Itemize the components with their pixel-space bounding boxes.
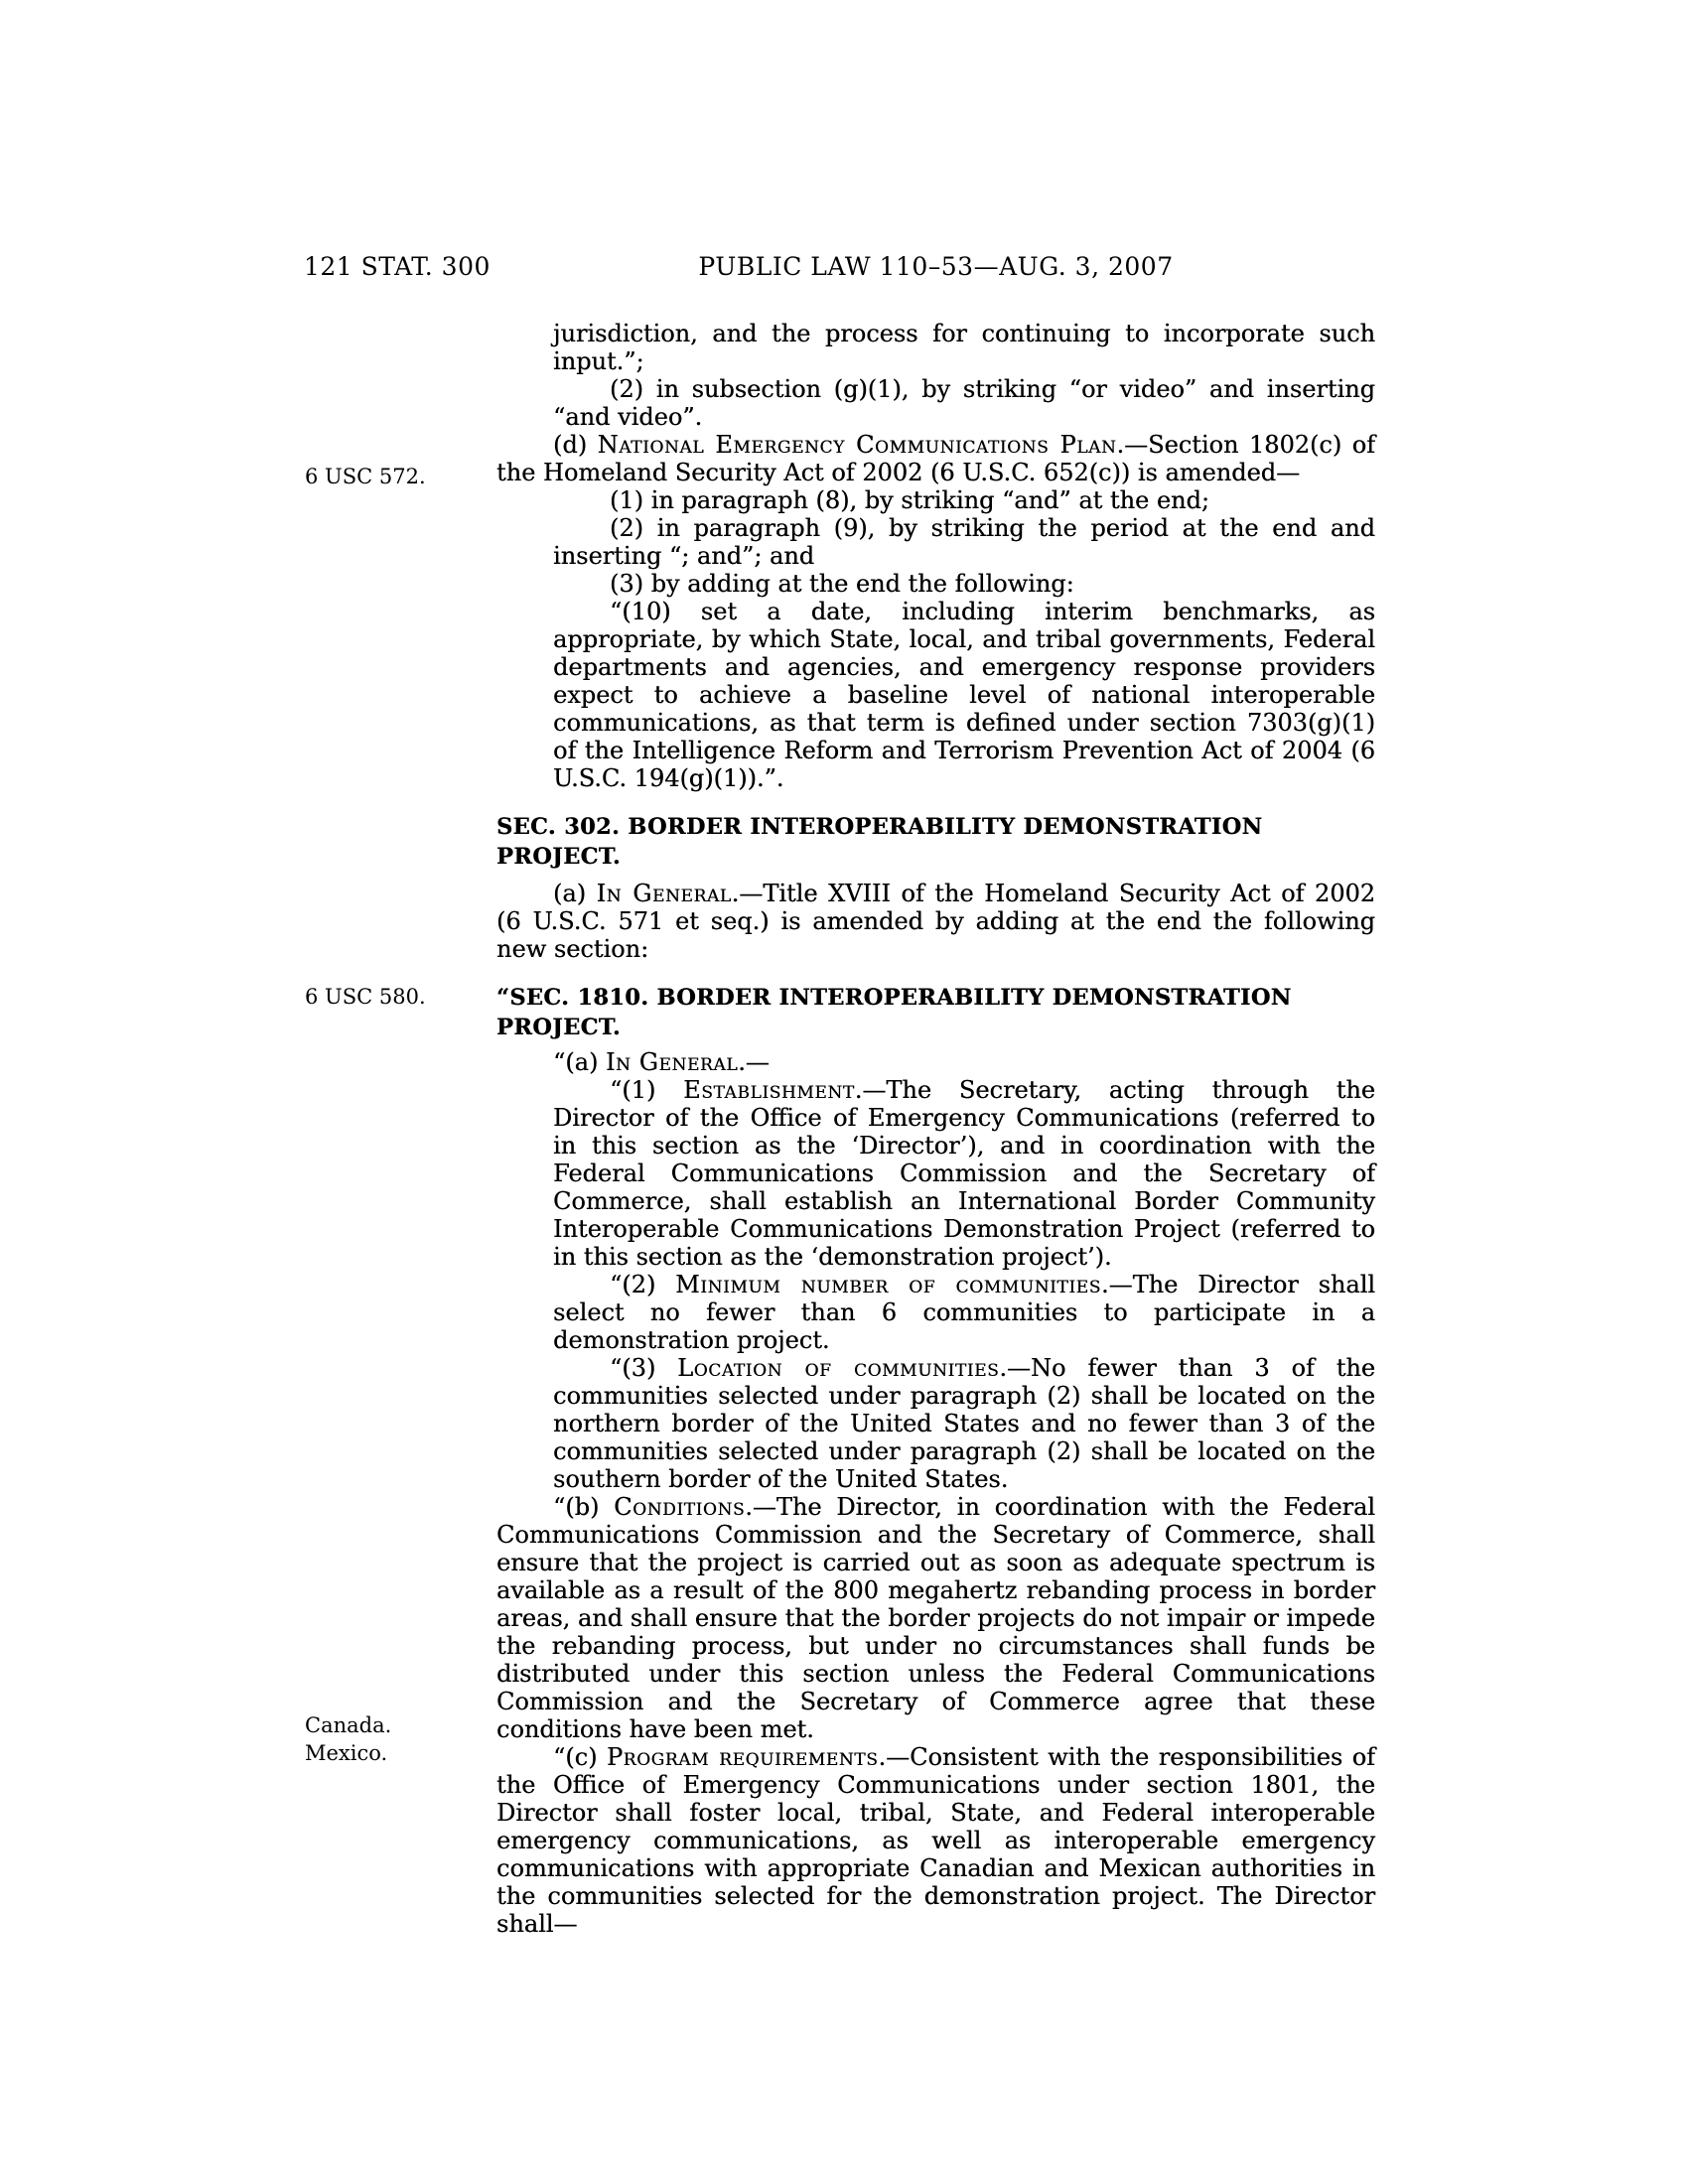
small-caps-heading: Minimum number of communities — [675, 1271, 1101, 1298]
margin-note-mexico: Mexico. — [305, 1741, 388, 1765]
small-caps-heading: Location of communities — [677, 1354, 1000, 1382]
paragraph-continuation-jurisdiction: jurisdiction, and the process for continuing to incorporate such input.”; — [553, 320, 1375, 375]
statute-text-column — [496, 320, 1375, 1938]
section-1810-heading: “SEC. 1810. BORDER INTEROPERABILITY DEMONSTRATION PROJECT. — [496, 985, 1292, 1040]
paragraph-quoted-a-in-general: “(a) In General.— — [553, 1048, 770, 1076]
paragraph-item-2-striking-period: (2) in paragraph (9), by striking the period at the end and inserting “; and”; and — [553, 514, 1375, 570]
margin-note-6-usc-580: 6 USC 580. — [305, 985, 426, 1009]
paragraph-item-2-subsection-g1: (2) in subsection (g)(1), by striking “or video” and inserting “and video”. — [553, 375, 1375, 431]
paragraph-quoted-b-conditions: “(b) Conditions.—The Director, in coordination with the Federal Communications Commission and the Secretary of Commerce, shall ensure that the project is carried out as soon as adequate spectrum is available as a result of the 800 megahertz rebanding process in border areas, and shall ensure that the border projects do not impair or impede the rebanding process, but under no circumstances shall funds be distributed under this section unless the Federal Communications Commission and the Secretary of Commerce agree that these conditions have been met. — [496, 1493, 1375, 1743]
paragraph-quoted-c-program-requirements: “(c) Program requirements.—Consistent with the responsibilities of the Office of Emergency Communications under section 1801, the Director shall foster local, tribal, State, and Federal interoperable emergency communications, as well as interoperable emergency communications with appropriate Canadian and Mexican authorities in the communities selected for the demonstration project. The Director shall— — [496, 1743, 1375, 1938]
paragraph-item-1-striking-and: (1) in paragraph (8), by striking “and” at the end; — [610, 486, 1209, 514]
small-caps-heading: Program requirements — [606, 1743, 879, 1771]
margin-note-6-usc-572: 6 USC 572. — [305, 465, 426, 488]
small-caps-heading: Establishment — [683, 1076, 855, 1104]
small-caps-heading: In General — [605, 1048, 739, 1076]
paragraph-a-in-general-sec302: (a) In General.—Title XVIII of the Homeland Security Act of 2002 (6 U.S.C. 571 et seq.) is amended by adding at the end the following new section: — [496, 880, 1376, 963]
paragraph-quoted-2-minimum-number: “(2) Minimum number of communities.—The Director shall select no fewer than 6 communities to participate in a demonstration project. — [553, 1271, 1375, 1354]
section-302-heading: SEC. 302. BORDER INTEROPERABILITY DEMONSTRATION PROJECT. — [496, 814, 1263, 870]
paragraph-item-10-set-a-date: “(10) set a date, including interim benchmarks, as appropriate, by which State, local, and tribal governments, Federal departments and agencies, and emergency response providers expect to achieve a baseline level of national interoperable communications, as that term is defined under section 7303(g)(1) of the Intelligence Reform and Terrorism Prevention Act of 2004 (6 U.S.C. 194(g)(1)).”. — [553, 598, 1375, 792]
public-law-citation: PUBLIC LAW 110–53—AUG. 3, 2007 — [698, 252, 1174, 281]
small-caps-heading: National Emergency Communications Plan — [597, 431, 1117, 459]
paragraph-quoted-3-location: “(3) Location of communities.—No fewer than 3 of the communities selected under paragraph (2) shall be located on the northern border of the United States and no fewer than 3 of the communities selected under paragraph (2) shall be located on the southern border of the United States. — [553, 1354, 1375, 1493]
paragraph-quoted-1-establishment: “(1) Establishment.—The Secretary, acting through the Director of the Office of Emergency Communications (referred to in this section as the ‘Director’), and in coordination with the Federal Communications Commission and the Secretary of Commerce, shall establish an International Border Community Interoperable Communications Demonstration Project (referred to in this section as the ‘demonstration project’). — [553, 1076, 1375, 1271]
margin-note-canada-mexico — [305, 1711, 484, 1767]
margin-note-canada: Canada. — [305, 1713, 392, 1737]
paragraph-d-national-emergency-communications-plan: (d) National Emergency Communications Plan.—Section 1802(c) of the Homeland Security Act of 2002 (6 U.S.C. 652(c)) is amended— — [496, 431, 1376, 486]
stat-page-citation: 121 STAT. 300 — [304, 252, 491, 281]
small-caps-heading: In General — [596, 880, 732, 907]
paragraph-item-3-adding-following: (3) by adding at the end the following: — [610, 570, 1074, 598]
small-caps-heading: Conditions — [614, 1493, 746, 1521]
